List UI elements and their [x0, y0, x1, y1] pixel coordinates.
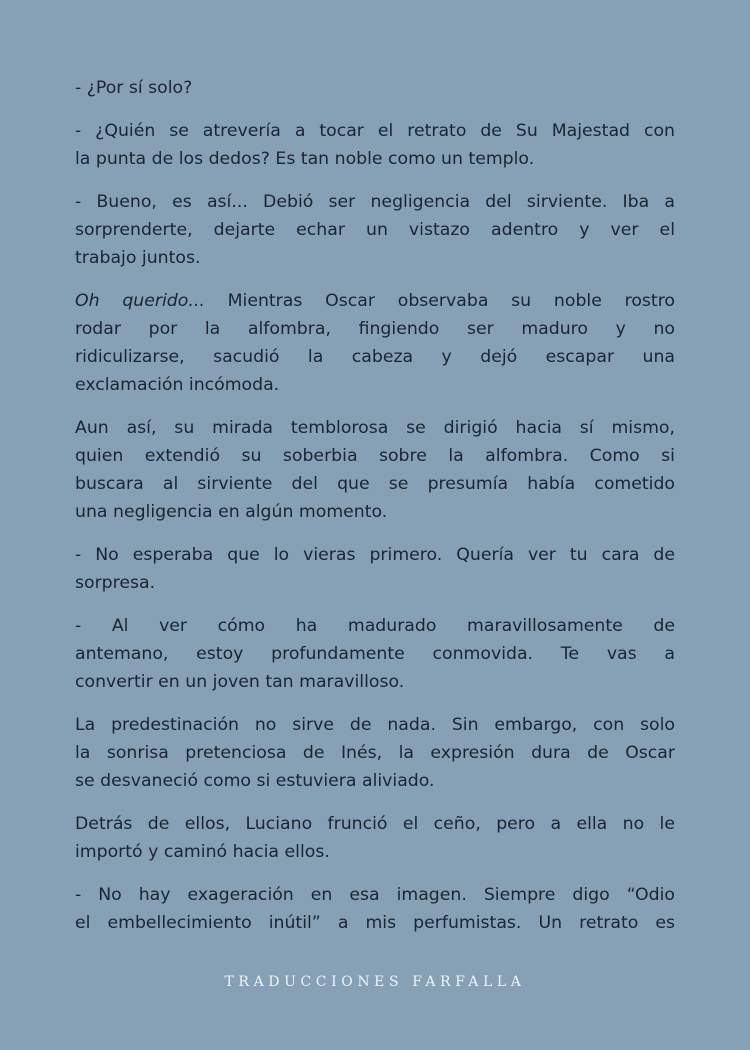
paragraph	[75, 711, 675, 795]
text-line: convertir en un joven tan maravilloso.	[75, 672, 405, 692]
text: Mientras Oscar observaba su noble rostro	[204, 291, 676, 311]
text-line: La predestinación no sirve de nada. Sin embargo, con solo	[75, 715, 675, 735]
text-line: la punta de los dedos? Es tan noble como un templo.	[75, 149, 535, 169]
text-line: rodar por la alfombra, fingiendo ser maduro y no	[75, 319, 675, 339]
paragraph	[75, 117, 675, 173]
text-line: buscara al sirviente del que se presumía había cometido	[75, 474, 675, 494]
text-line	[75, 287, 675, 315]
text-line: - Bueno, es así... Debió ser negligencia del sirviente. Iba a	[75, 192, 675, 212]
text-line: - No hay exageración en esa imagen. Siempre digo “Odio	[75, 885, 675, 905]
text-line: exclamación incómoda.	[75, 375, 280, 395]
paragraph	[75, 810, 675, 866]
text-line: - ¿Por sí solo?	[75, 78, 193, 98]
paragraph	[75, 541, 675, 597]
text-line: se desvaneció como si estuviera aliviado.	[75, 771, 435, 791]
text-line: Aun así, su mirada temblorosa se dirigió hacia sí mismo,	[75, 418, 675, 438]
text-line: trabajo juntos.	[75, 248, 201, 268]
text-line: la sonrisa pretenciosa de Inés, la expresión dura de Oscar	[75, 743, 675, 763]
text-line: - ¿Quién se atrevería a tocar el retrato de Su Majestad con	[75, 121, 675, 141]
text-line: - No esperaba que lo vieras primero. Quería ver tu cara de	[75, 545, 675, 565]
page-body	[75, 74, 675, 952]
paragraph	[75, 881, 675, 937]
text-line: sorprenderte, dejarte echar un vistazo adentro y ver el	[75, 220, 675, 240]
paragraph	[75, 287, 675, 399]
text-line: antemano, estoy profundamente conmovida. Te vas a	[75, 644, 675, 664]
paragraph	[75, 414, 675, 526]
text-line: una negligencia en algún momento.	[75, 502, 388, 522]
text-line: sorpresa.	[75, 573, 156, 593]
text-line: ridiculizarse, sacudió la cabeza y dejó escapar una	[75, 347, 675, 367]
text-line: importó y caminó hacia ellos.	[75, 842, 330, 862]
italic-text: Oh querido...	[75, 291, 205, 311]
paragraph	[75, 74, 675, 102]
publisher-footer: TRADUCCIONES FARFALLA	[224, 974, 526, 990]
text-line: quien extendió su soberbia sobre la alfombra. Como si	[75, 446, 675, 466]
text-line: Detrás de ellos, Luciano frunció el ceño, pero a ella no le	[75, 814, 675, 834]
text-line: el embellecimiento inútil” a mis perfumistas. Un retrato es	[75, 913, 675, 933]
paragraph	[75, 612, 675, 696]
text-line: - Al ver cómo ha madurado maravillosamente de	[75, 616, 675, 636]
paragraph	[75, 188, 675, 272]
